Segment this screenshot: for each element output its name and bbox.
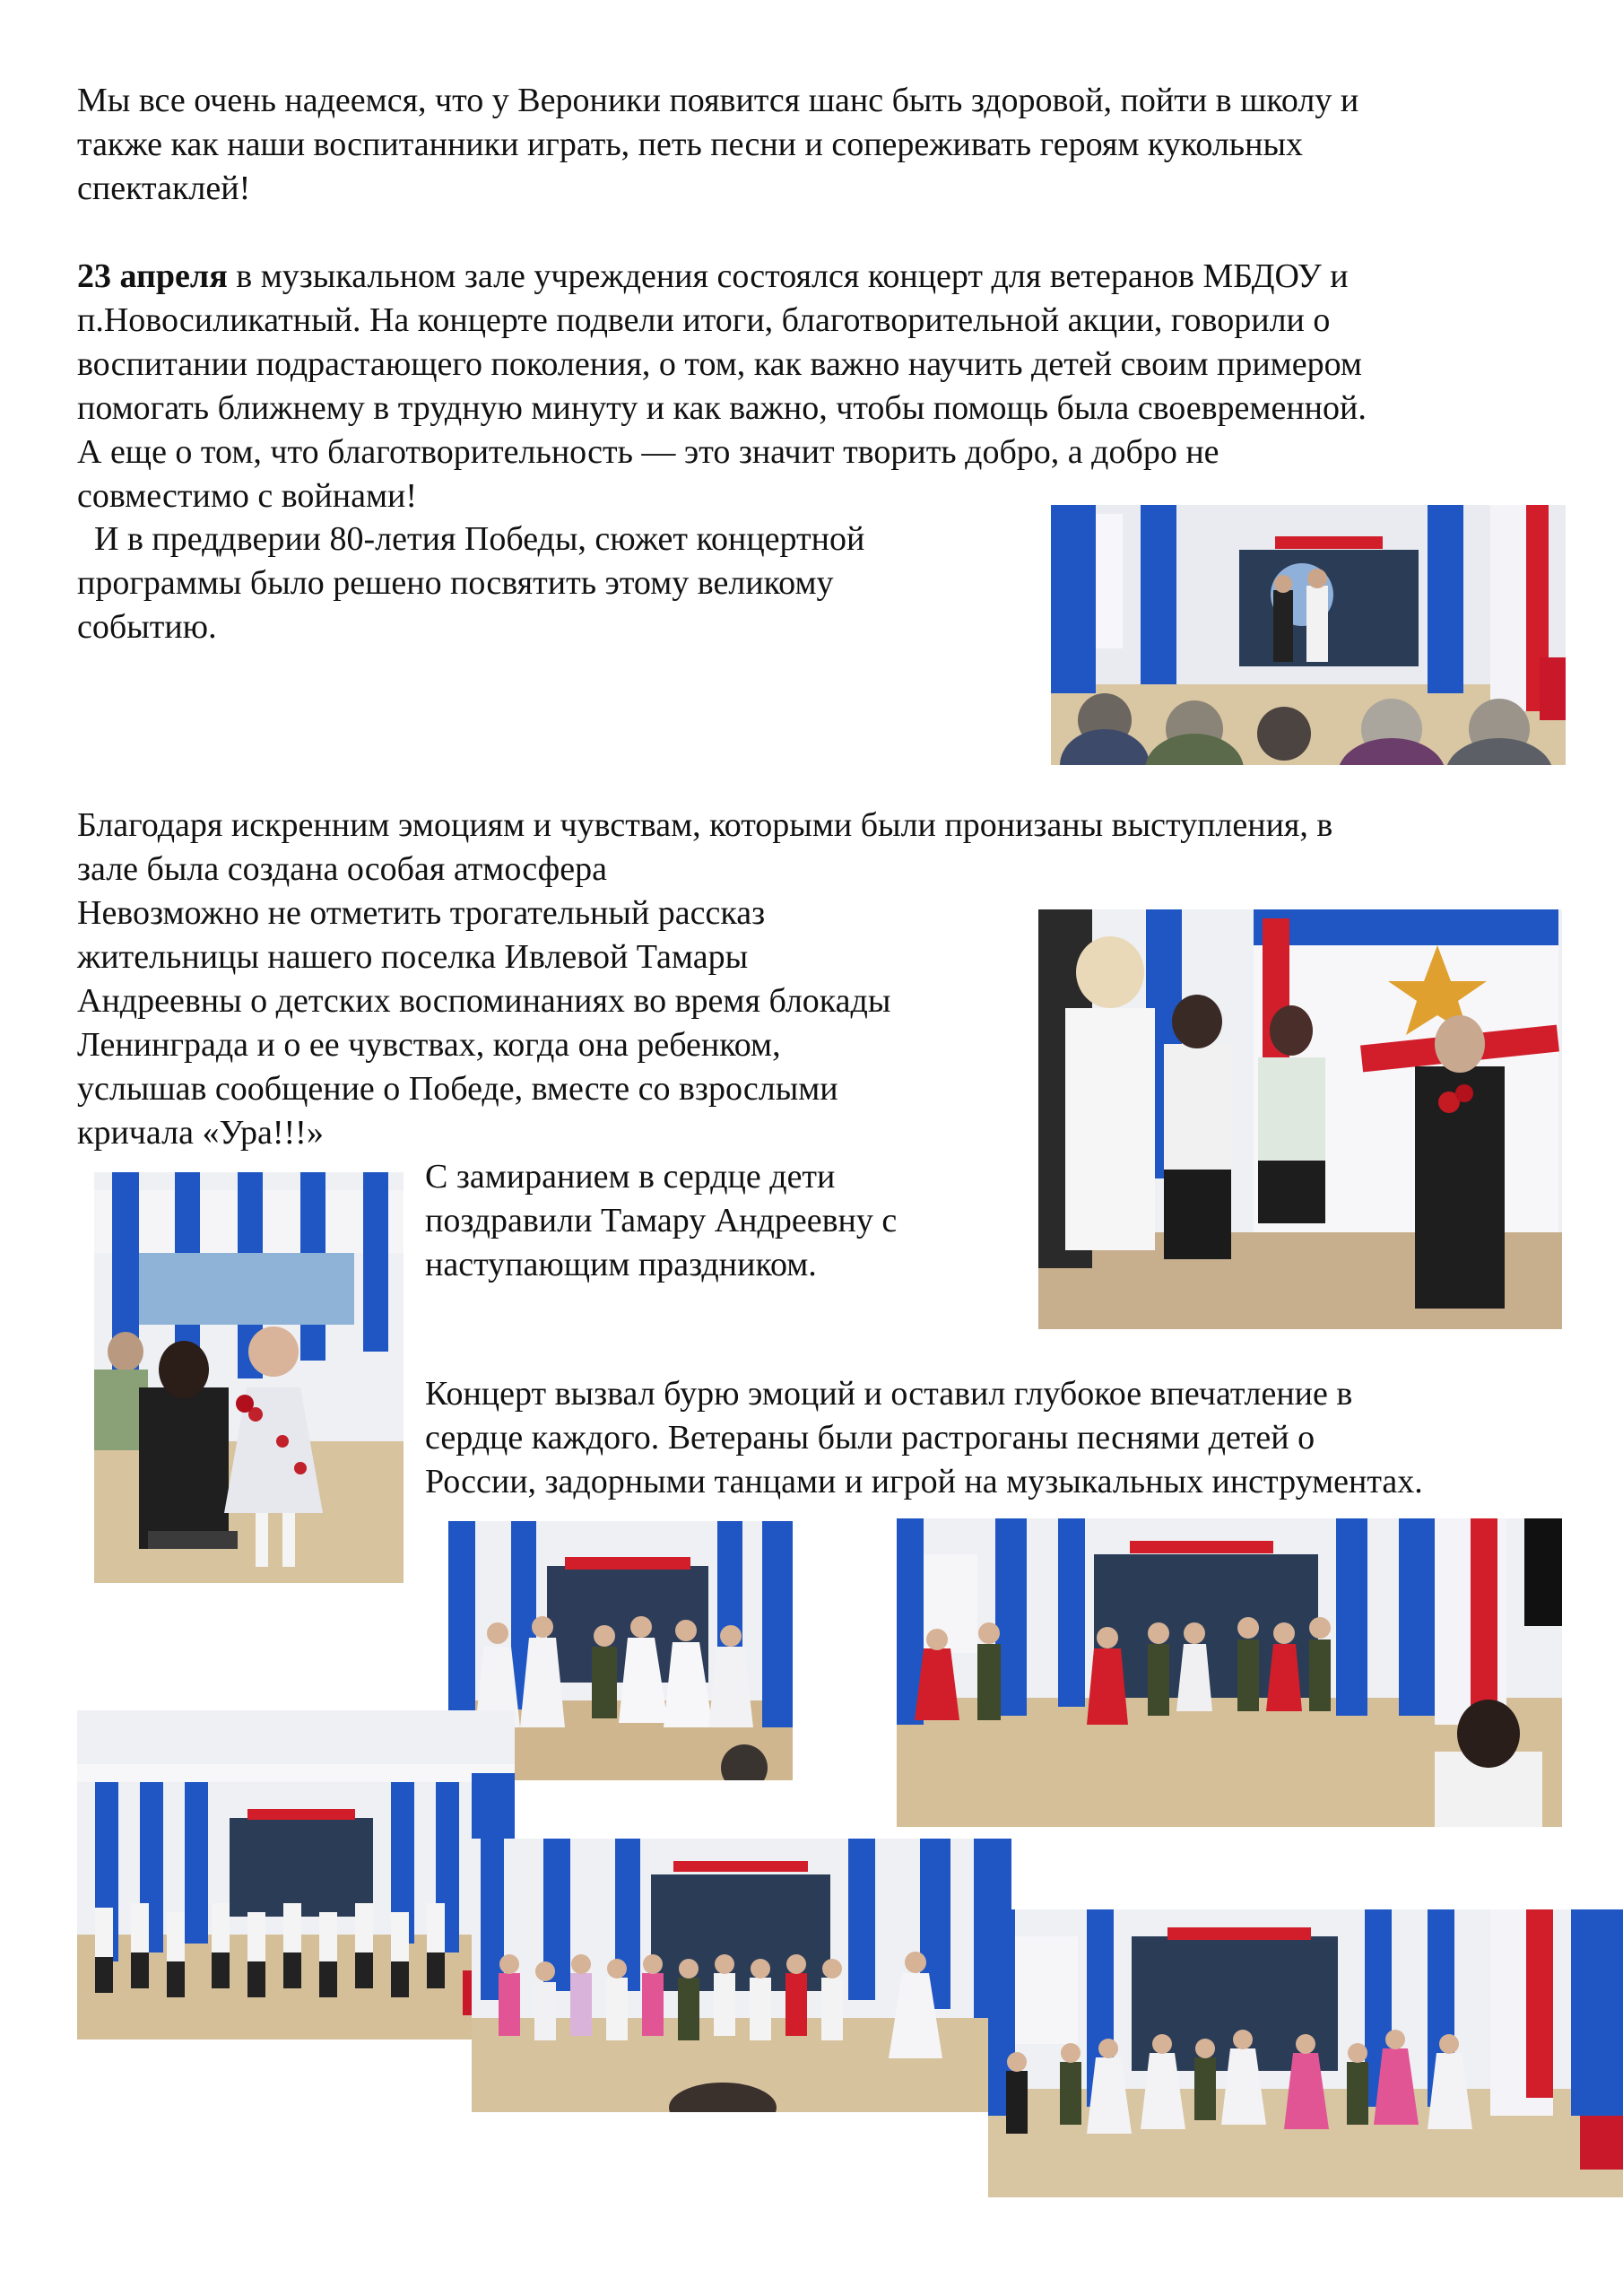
text-line: С замиранием в сердце дети xyxy=(425,1158,836,1196)
text-line xyxy=(77,255,1367,299)
text-line: Ленинграда и о ее чувствах, когда она ребенком, xyxy=(77,1026,781,1064)
date-line-rest: в музыкальном зале учреждения состоялся концерт для ветеранов МБДОУ и xyxy=(227,257,1349,295)
text-line: также как наши воспитанники играть, петь песни и сопереживать героям кукольных xyxy=(77,126,1303,163)
atmosphere-paragraph xyxy=(77,804,1332,891)
text-line: событию. xyxy=(77,608,217,646)
congrats-paragraph xyxy=(425,1155,897,1287)
text-line: поздравили Тамару Андреевну с xyxy=(425,1202,898,1239)
text-line: услышав сообщение о Победе, вместе со взрослыми xyxy=(77,1070,838,1108)
photo-military-dance xyxy=(897,1518,1562,1827)
date-bold: 23 апреля xyxy=(77,257,228,295)
victory-paragraph xyxy=(77,517,864,649)
emotions-paragraph xyxy=(425,1372,1423,1504)
text-line: Благодаря искренним эмоциям и чувствам, которыми были пронизаны выступления, в xyxy=(77,806,1333,844)
photo-girl-rose xyxy=(94,1172,404,1583)
text-line: А еще о том, что благотворительность — это значит творить добро, а добро не xyxy=(77,433,1219,471)
text-line: программы было решено посвятить этому великому xyxy=(77,564,834,602)
text-line: п.Новосиликатный. На концерте подвели итоги, благотворительной акции, говорили о xyxy=(77,301,1331,339)
text-line: кричала «Ура!!!» xyxy=(77,1114,324,1152)
story-paragraph xyxy=(77,891,890,1155)
photo-hall-presenters xyxy=(1051,505,1566,765)
text-line: Невозможно не отметить трогательный рассказ xyxy=(77,894,766,932)
text-line: И в преддверии 80-летия Победы, сюжет концертной xyxy=(77,520,865,558)
text-line: зале была создана особая атмосфера xyxy=(77,850,607,888)
text-line: спектаклей! xyxy=(77,170,251,207)
photo-children-rows xyxy=(77,1710,515,2039)
text-line: сердце каждого. Ветераны были растроганы песнями детей о xyxy=(425,1419,1315,1457)
text-line: России, задорными танцами и игрой на музыкальных инструментах. xyxy=(425,1463,1423,1500)
text-line: жительницы нашего поселка Ивлевой Тамары xyxy=(77,938,749,976)
text-line: воспитании подрастающего поколения, о том, как важно научить детей своим примером xyxy=(77,345,1362,383)
photo-veteran-story xyxy=(1038,909,1562,1329)
text-line: совместимо с войнами! xyxy=(77,477,417,515)
text-line: помогать ближнему в трудную минуту и как важно, чтобы помощь была своевременной. xyxy=(77,389,1367,427)
text-line: Концерт вызвал бурю эмоций и оставил глубокое впечатление в xyxy=(425,1375,1353,1413)
intro-paragraph xyxy=(77,79,1358,211)
text-line: Андреевны о детских воспоминаниях во время блокады xyxy=(77,982,891,1020)
photo-children-seated xyxy=(472,1839,1011,2112)
photo-dance-colorful xyxy=(988,1909,1623,2197)
text-line: наступающим праздником. xyxy=(425,1246,817,1283)
text-line: Мы все очень надеемся, что у Вероники появится шанс быть здоровой, пойти в школу и xyxy=(77,82,1359,119)
concert-paragraph xyxy=(77,255,1367,518)
